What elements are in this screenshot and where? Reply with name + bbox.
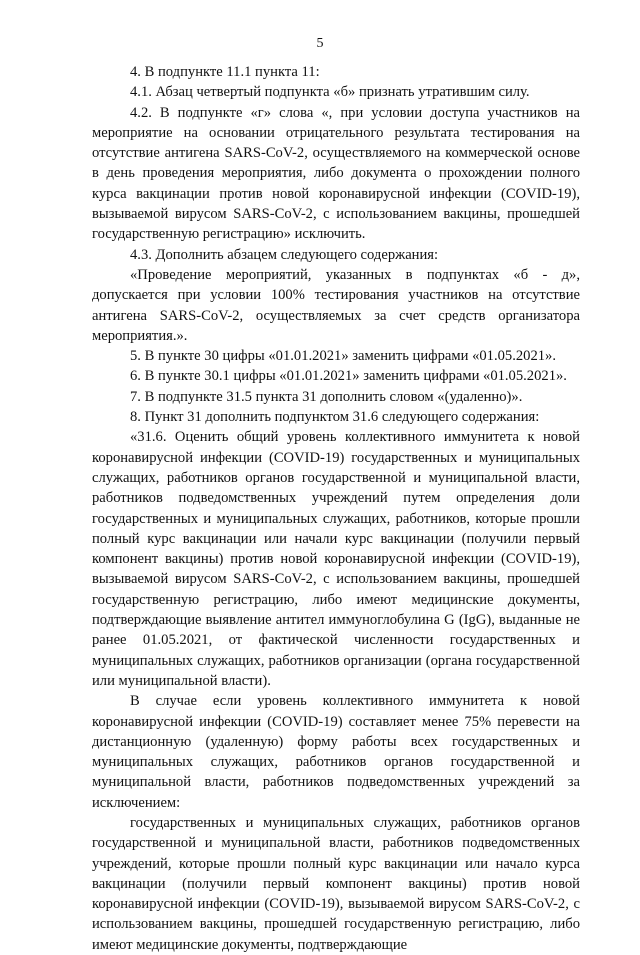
paragraph-immunity-condition: В случае если уровень коллективного иммунитета к новой коронавирусной инфекции (COVID-19) составляет менее 75% перевести на дистанционную (удаленную) форму работы всех государственных и муниципальных служащих, работников органов государственной и муниципальной власти, работников подведомственных учреждений за исключением: [92,693,580,811]
paragraph-item-4-1: 4.1. Абзац четвертый подпункта «б» признать утратившим силу. [130,84,530,101]
paragraph-item-4-3: 4.3. Дополнить абзацем следующего содержания: [130,246,439,263]
document-body [92,62,580,955]
paragraph-item-5: 5. В пункте 30 цифры «01.01.2021» заменить цифрами «01.05.2021». [130,348,556,365]
paragraph-item-6: 6. В пункте 30.1 цифры «01.01.2021» заменить цифрами «01.05.2021». [130,368,567,385]
paragraph-exception-list: государственных и муниципальных служащих, работников органов государственной и муниципальной власти, работников подведомственных учреждений, которые прошли полный курс вакцинации или начало курса вакцинации (получили первый компонент вакцины) против новой коронавирусной инфекции (COVID-19), вызываемой вирусом SARS-CoV-2, с использованием вакцины, прошедшей государственную регистрацию, либо имеют медицинские документы, подтверждающие [92,814,580,953]
paragraph-item-8: 8. Пункт 31 дополнить подпунктом 31.6 следующего содержания: [130,409,540,426]
paragraph-subitem-31-6: «31.6. Оценить общий уровень коллективного иммунитета к новой коронавирусной инфекции (COVID-19) государственных и муниципальных служащих, работников органов государственной и муниципальной власти, работников подведомственных учреждений путем определения доли государственных и муниципальных служащих, работников, которые прошли полный курс вакцинации или начали курс вакцинации (получили первый компонент вакцины) против новой коронавирусной инфекции (COVID-19), вызываемой вирусом SARS-CoV-2, с использованием вакцины, прошедшей государственную регистрацию, либо имеют медицинские документы, подтверждающие выявление антител иммуноглобулина G (IgG), выданные не ранее 01.05.2021, от фактической численности государственных и муниципальных служащих, работников организации (органа государственной или муниципальной власти). [92,429,580,689]
paragraph-item-7: 7. В подпункте 31.5 пункта 31 дополнить словом «(удаленно)». [130,388,523,405]
paragraph-item-4-2: 4.2. В подпункте «г» слова «, при условии доступа участников на мероприятие на основании отрицательного результата тестирования на отсутствие антигена SARS-CoV-2, осуществляемого на коммерческой основе в день проведения мероприятия, либо документа о прохождении полного курса вакцинации против новой коронавирусной инфекции (COVID-19), вызываемой вирусом SARS-CoV-2, с использованием вакцины, прошедшей государственную регистрацию» исключить. [92,104,580,243]
paragraph-quoted-addition: «Проведение мероприятий, указанных в подпунктах «б - д», допускается при условии 100% тестирования участников на отсутствие антигена SARS-CoV-2, осуществляемых за счет средств организатора мероприятия.». [92,266,580,344]
page-number: 5 [316,36,324,51]
paragraph-item-4: 4. В подпункте 11.1 пункта 11: [130,64,320,80]
